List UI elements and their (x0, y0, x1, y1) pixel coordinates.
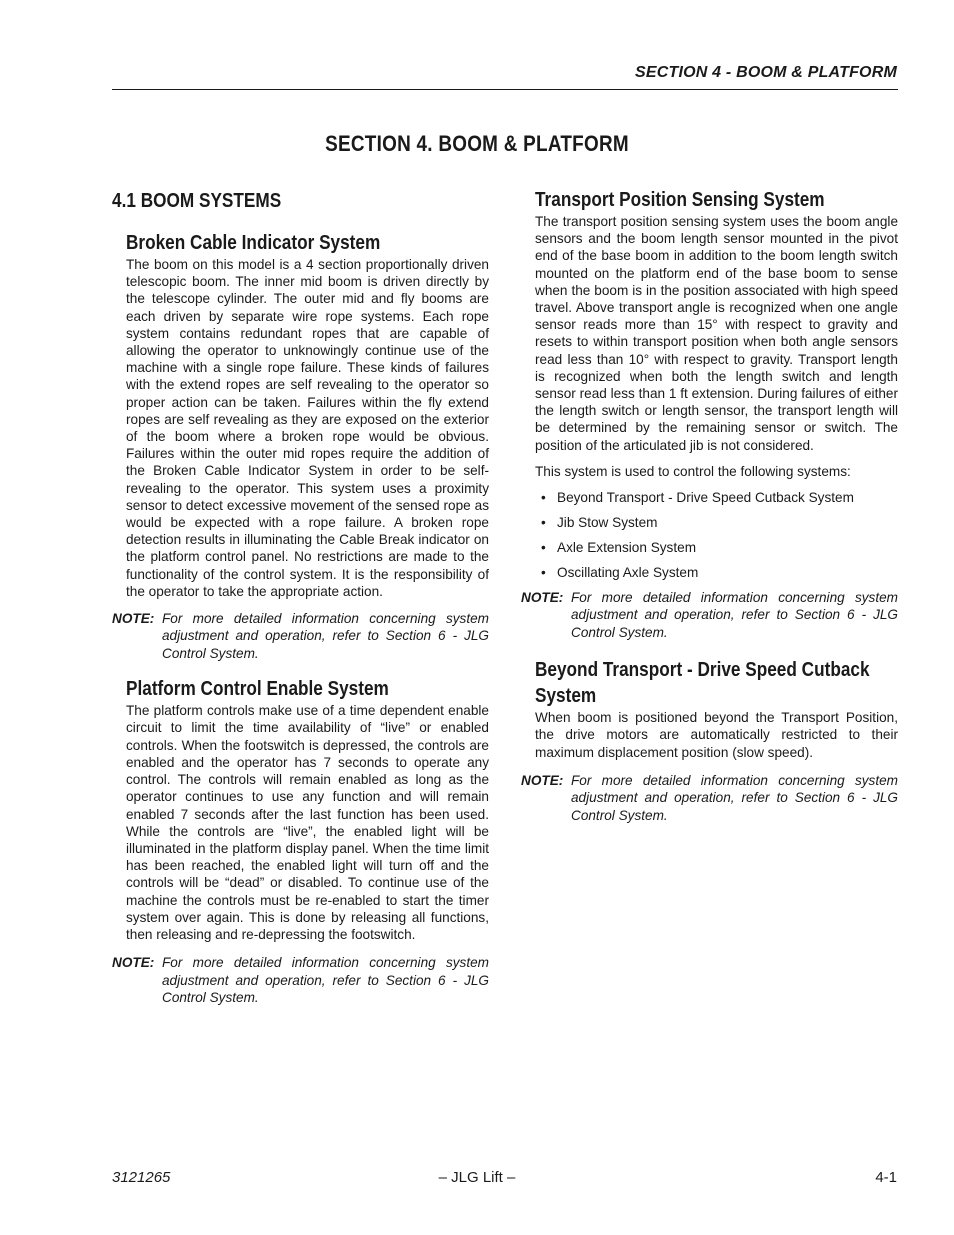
list-item: • Jib Stow System (541, 515, 658, 531)
platform-control-heading: Platform Control Enable System (126, 678, 389, 701)
note-text: For more detailed information concerning system adjustment and operation, refer to Section 6 - JLG Control System. (162, 955, 489, 1005)
note-label: NOTE: (112, 611, 155, 627)
note-label: NOTE: (112, 955, 155, 971)
note-label: NOTE: (521, 590, 564, 606)
footer-publisher: – JLG Lift – (438, 1169, 516, 1186)
note-text: For more detailed information concerning system adjustment and operation, refer to Section 6 - JLG Control System. (571, 772, 898, 823)
note-label: NOTE: (521, 772, 564, 788)
transport-note (521, 589, 898, 641)
transport-controls-intro: This system is used to control the following systems: (535, 463, 851, 479)
header-rule (112, 89, 898, 90)
transport-systems-list (541, 489, 898, 581)
beyond-transport-note (521, 772, 898, 824)
list-item: • Axle Extension System (541, 540, 697, 556)
broken-cable-heading: Broken Cable Indicator System (126, 232, 381, 254)
transport-heading: Transport Position Sensing System (535, 189, 825, 211)
beyond-transport-heading: Beyond Transport - Drive Speed Cutback System (535, 659, 870, 708)
running-header: SECTION 4 - BOOM & PLATFORM (635, 64, 897, 81)
right-column (521, 184, 898, 824)
left-column (112, 184, 489, 1006)
beyond-transport-body: When boom is positioned beyond the Transport Position, the drive motors are automatically restricted to their maximum displacement position (slow speed). (535, 710, 898, 760)
section-heading-boom-systems: 4.1 BOOM SYSTEMS (112, 190, 282, 212)
platform-control-section (126, 676, 489, 943)
list-item: • Beyond Transport - Drive Speed Cutback System (541, 490, 854, 506)
broken-cable-note (112, 610, 489, 662)
transport-section (535, 187, 898, 581)
beyond-transport-section (535, 657, 898, 761)
footer-page-number: 4-1 (875, 1169, 897, 1186)
platform-control-body: The platform controls make use of a time dependent enable circuit to limit the time availability of “live” or enabled controls. When the footswitch is depressed, the controls are enabled and the operator has 7 seconds to operate any control. The controls will remain enabled as long as the operator continues to use any function and will remain enabled 7 seconds after the last function has been used. While the controls are “live”, the enabled light will be illuminated in the platform display panel. When the time limit has been reached, the enabled light will turn off and the controls will be “dead” or disabled. To continue use of the machine the controls must be re-enabled to start the timer system over again. This is done by releasing all functions, then releasing and re-depressing the footswitch. (126, 703, 489, 942)
list-item: • Oscillating Axle System (541, 565, 699, 581)
broken-cable-section (126, 230, 489, 600)
note-text: For more detailed information concerning system adjustment and operation, refer to Section 6 - JLG Control System. (571, 590, 898, 640)
platform-control-note (112, 954, 489, 1006)
transport-body: The transport position sensing system uses the boom angle sensors and the boom length sensor mounted in the pivot end of the base boom in addition to the boom length switch mounted on the platform end of the base boom to sense when the boom is in the position associated with high speed travel. Above transport angle is recognized when one angle sensor reads more than 15° with respect to gravity and resets to within transport position when both angle sensors read less than 10° with respect to gravity. Transport length is recognized when both the length switch and length sensor read less than 1 ft extension. During failures of either the length switch or length sensor, the transport length will be determined by the remaining sensor or switch. The position of the articulated jib is not considered. (535, 214, 898, 453)
broken-cable-body: The boom on this model is a 4 section proportionally driven telescopic boom. The inner mid boom is driven directly by the telescope cylinder. The outer mid and fly booms are each driven by separate wire rope systems. Each rope system contains redundant ropes that are capable of allowing the operator to unknowingly continue use of the machine with a single rope failure. These kinds of failures with the extend ropes are self revealing to the operator so proper action can be taken. Failures within the fly extend ropes are self revealing as they are exposed on the exterior of the boom where a broken rope would be obvious. Failures within the outer mid ropes require the addition of the Broken Cable Indicator System in order to be self-revealing to the operator. This system uses a proximity sensor to detect excessive movement of the sensed rope as would be expected with a rope failure. A broken rope detection results in illuminating the Cable Break indicator on the platform control panel. No restrictions are made to the functionality of the control system. It is the responsibility of the operator to take the appropriate action. (126, 257, 489, 599)
note-text: For more detailed information concerning system adjustment and operation, refer to Section 6 - JLG Control System. (162, 611, 489, 661)
page-title: SECTION 4. BOOM & PLATFORM (325, 131, 629, 156)
footer-doc-number: 3121265 (112, 1169, 171, 1186)
